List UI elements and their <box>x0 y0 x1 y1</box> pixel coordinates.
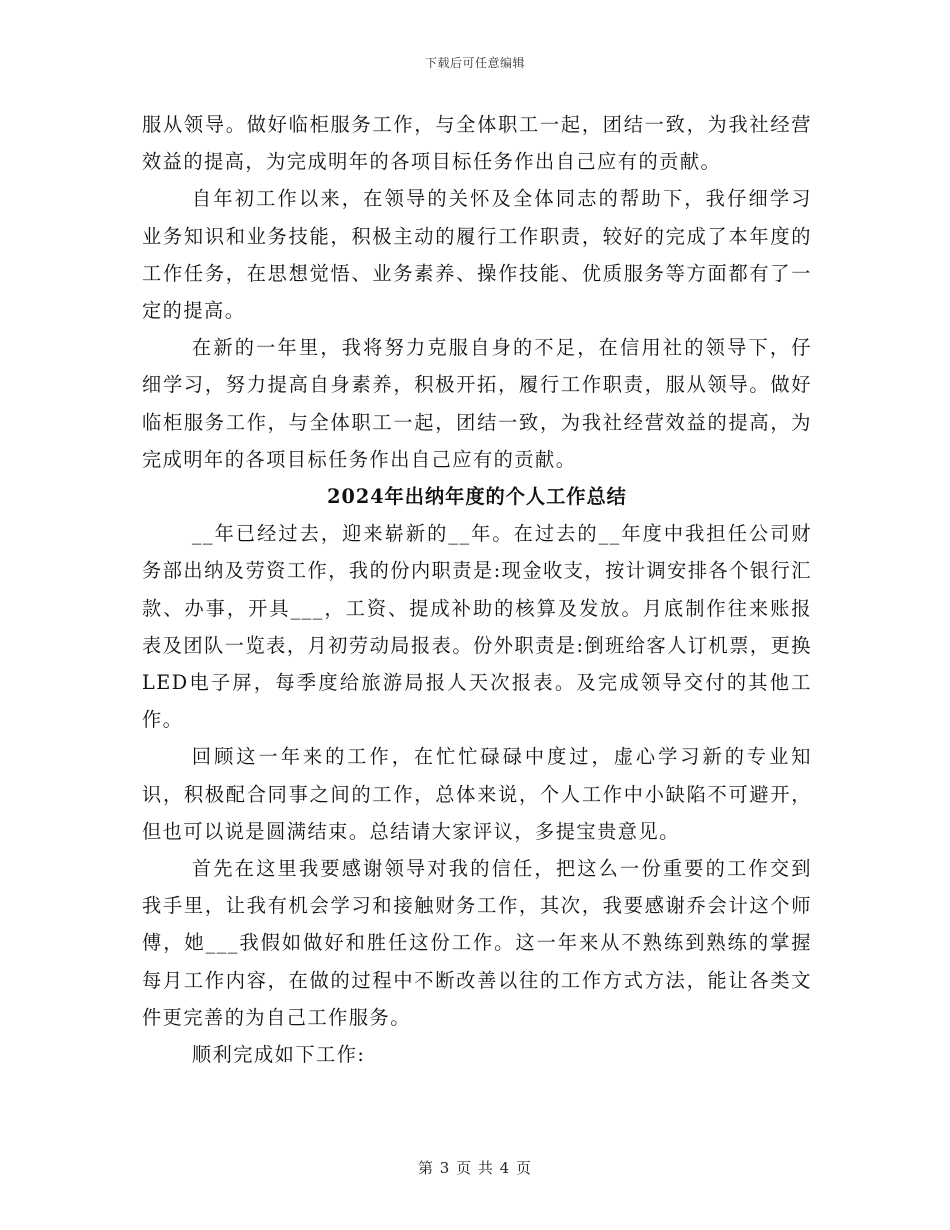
paragraph: 回顾这一年来的工作，在忙忙碌碌中度过，虚心学习新的专业知识，积极配合同事之间的工作，总体来说，个人工作中小缺陷不可避开，但也可以说是圆满结束。总结请大家评议，多提宝贵意见。 <box>142 745 812 843</box>
page-number-footer: 第 3 页 共 4 页 <box>418 1159 532 1177</box>
document-body <box>142 106 812 1073</box>
paragraph: 顺利完成如下工作: <box>191 1043 366 1067</box>
header-note: 下载后可任意编辑 <box>424 56 525 70</box>
paragraph: 在新的一年里，我将努力克服自身的不足，在信用社的领导下，仔细学习，努力提高自身素养，积极开拓，履行工作职责，服从领导。做好临柜服务工作，与全体职工一起，团结一致，为我社经营效益的提高，为完成明年的各项目标任务作出自己应有的贡献。 <box>142 336 812 471</box>
paragraph: 自年初工作以来，在领导的关怀及全体同志的帮助下，我仔细学习业务知识和业务技能，积极主动的履行工作职责，较好的完成了本年度的工作任务，在思想觉悟、业务素养、操作技能、优质服务等方面都有了一定的提高。 <box>142 187 812 323</box>
paragraph: 首先在这里我要感谢领导对我的信任，把这么一份重要的工作交到我手里，让我有机会学习和接触财务工作，其次，我要感谢乔会计这个师傅，她___我假如做好和胜任这份工作。这一年来从不熟练到熟练的掌握每月工作内容，在做的过程中不断改善以往的工作方式方法，能让各类文件更完善的为自己工作服务。 <box>142 857 812 1029</box>
paragraph: __年已经过去，迎来崭新的__年。在过去的__年度中我担任公司财务部出纳及劳资工作，我的份内职责是:现金收支，按计调安排各个银行汇款、办事，开具___，工资、提成补助的核算及发放。月底制作往来账报表及团队一览表，月初劳动局报表。份外职责是:倒班给客人订机票，更换LED电子屏，每季度给旅游局报人天次报表。及完成领导交付的其他工作。 <box>142 522 812 732</box>
paragraph-continuation: 服从领导。做好临柜服务工作，与全体职工一起，团结一致，为我社经营效益的提高，为完成明年的各项目标任务作出自己应有的贡献。 <box>142 113 812 174</box>
section-title: 2024年出纳年度的个人工作总结 <box>327 485 627 509</box>
